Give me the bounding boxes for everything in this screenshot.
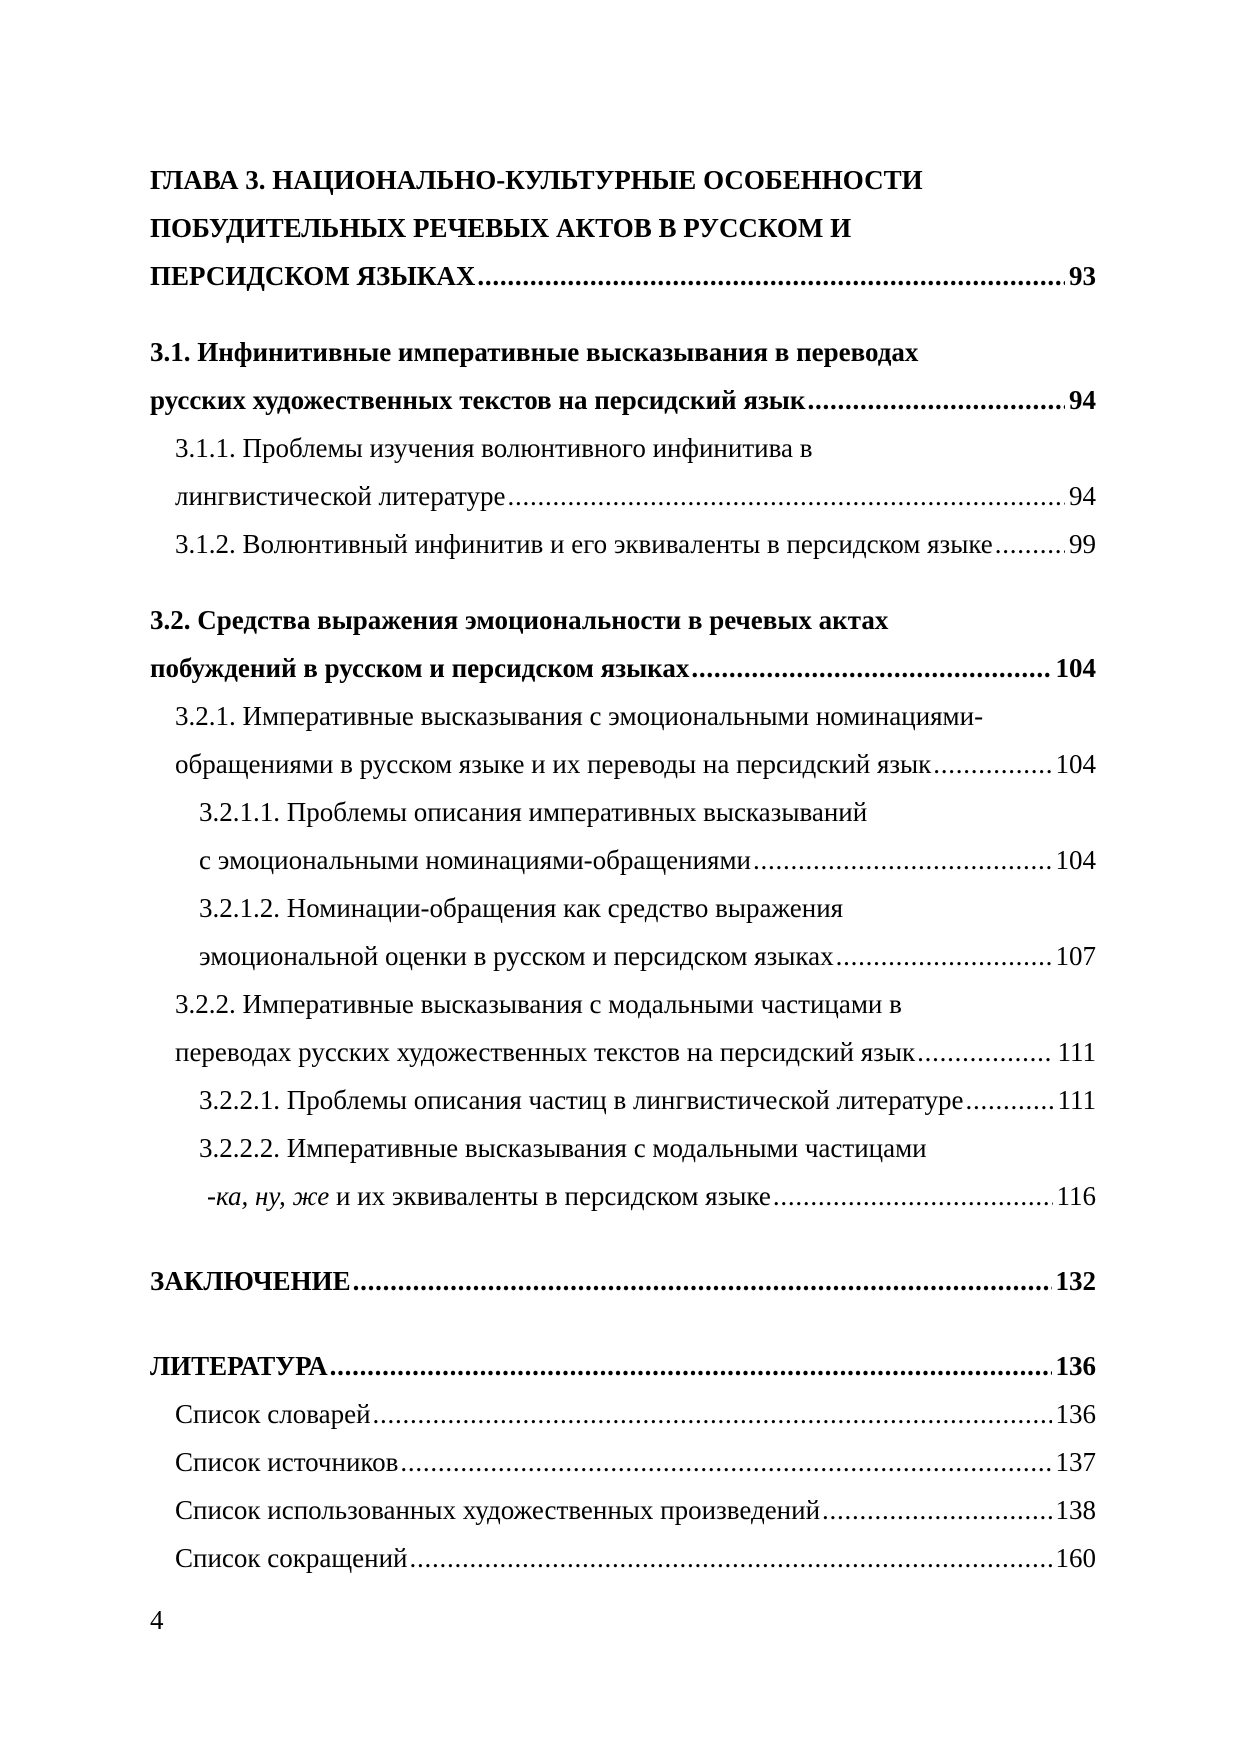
dot-leader [917, 1028, 1053, 1076]
toc-entry-3-2[interactable] [150, 596, 1096, 692]
toc-page-number: 137 [1055, 1447, 1096, 1477]
toc-entry-text: ЛИТЕРАТУРА [150, 1351, 328, 1381]
toc-page-number: 99 [1069, 529, 1096, 559]
toc-entry-3-1[interactable] [150, 328, 1096, 424]
toc-entry-chapter-3[interactable] [150, 156, 1096, 300]
toc-entry-fiction-works[interactable] [150, 1486, 1096, 1534]
toc-entry-3-2-1-2[interactable] [150, 884, 1096, 980]
dot-leader [400, 1438, 1051, 1486]
toc-entry-text: переводах русских художественных текстов на персидский язык [175, 1037, 916, 1067]
toc-entry-text-rest: и их эквиваленты в персидском языке [329, 1181, 771, 1211]
toc-page-number: 132 [1055, 1266, 1096, 1296]
toc-entry-sources[interactable] [150, 1438, 1096, 1486]
dot-leader [330, 1342, 1052, 1390]
toc-page-number: 111 [1057, 1085, 1096, 1115]
toc-entry-text: эмоциональной оценки в русском и персидском языках [199, 941, 834, 971]
toc-entry-literature[interactable] [150, 1342, 1096, 1390]
toc-entry-text: 3.2.1. Императивные высказывания с эмоциональными номинациями- [175, 701, 984, 731]
page-number: 4 [150, 1605, 164, 1635]
toc-page-number: 111 [1057, 1037, 1096, 1067]
toc-entry-text: 3.2.2. Императивные высказывания с модальными частицами в [175, 989, 902, 1019]
toc-entry-text: ЗАКЛЮЧЕНИЕ [150, 1266, 351, 1296]
toc-entry-text: 3.1.1. Проблемы изучения волюнтивного инфинитива в [175, 433, 813, 463]
toc-entry-text: 3.1.2. Волюнтивный инфинитив и его эквиваленты в персидском языке [175, 529, 993, 559]
dot-leader [353, 1257, 1052, 1305]
toc-entry-text: Список использованных художественных произведений [175, 1495, 821, 1525]
dot-leader [807, 376, 1065, 424]
toc-entry-text: побуждений в русском и персидском языках [150, 653, 690, 683]
toc-entry-text: лингвистической литературе [175, 481, 506, 511]
toc-entry-text: 3.1. Инфинитивные императивные высказывания в переводах [150, 337, 919, 367]
toc-entry-3-2-2-2[interactable] [150, 1124, 1096, 1220]
toc-entry-text: 3.2.2.2. Императивные высказывания с модальными частицами [199, 1133, 927, 1163]
dot-leader [691, 644, 1051, 692]
toc-entry-3-2-2-1[interactable] [150, 1076, 1096, 1124]
dot-leader [773, 1172, 1053, 1220]
dot-leader [822, 1486, 1051, 1534]
toc-entry-abbreviations[interactable] [150, 1534, 1096, 1582]
toc-page-number: 104 [1055, 653, 1096, 683]
toc-entry-text: ПОБУДИТЕЛЬНЫХ РЕЧЕВЫХ АКТОВ В РУССКОМ И [150, 213, 852, 243]
toc-page-number: 93 [1069, 261, 1096, 291]
toc-entry-text: 3.2.2.1. Проблемы описания частиц в лингвистической литературе [199, 1085, 964, 1115]
toc-entry-text: Список сокращений [175, 1543, 408, 1573]
toc-entry-3-2-1[interactable] [150, 692, 1096, 788]
dot-leader [965, 1076, 1053, 1124]
toc-entry-text: 3.2.1.2. Номинации-обращения как средство выражения [199, 893, 844, 923]
toc-entry-3-1-2[interactable] [150, 520, 1096, 568]
particles-italic: -ка, ну, же [207, 1181, 330, 1211]
dot-leader [753, 836, 1052, 884]
toc-entry-text: обращениями в русском языке и их переводы на персидский язык [175, 749, 932, 779]
toc-page-number: 104 [1055, 845, 1096, 875]
toc-entry-text: русских художественных текстов на персидский язык [150, 385, 806, 415]
dot-leader [933, 740, 1051, 788]
dot-leader [836, 932, 1052, 980]
dot-leader [995, 520, 1065, 568]
toc-page-number: 138 [1055, 1495, 1096, 1525]
toc-entry-text: ГЛАВА 3. НАЦИОНАЛЬНО-КУЛЬТУРНЫЕ ОСОБЕННОСТИ [150, 165, 923, 195]
toc-entry-3-1-1[interactable] [150, 424, 1096, 520]
toc-page-number: 104 [1055, 749, 1096, 779]
toc-entry-text: 3.2. Средства выражения эмоциональности в речевых актах [150, 605, 889, 635]
toc-entry-conclusion[interactable] [150, 1257, 1096, 1305]
toc-page-number: 160 [1055, 1543, 1096, 1573]
dot-leader [507, 472, 1065, 520]
toc-entry-text: 3.2.1.1. Проблемы описания императивных высказываний [199, 797, 868, 827]
toc-entry-text: Список источников [175, 1447, 399, 1477]
toc-page-number: 94 [1069, 385, 1096, 415]
toc-page-number: 94 [1069, 481, 1096, 511]
toc-entry-text [207, 1172, 771, 1220]
dot-leader [373, 1390, 1052, 1438]
toc-entry-text: Список словарей [175, 1399, 371, 1429]
table-of-contents [150, 156, 1096, 1582]
dot-leader [477, 252, 1065, 300]
toc-page-number: 107 [1055, 941, 1096, 971]
toc-entry-dictionaries[interactable] [150, 1390, 1096, 1438]
toc-entry-3-2-2[interactable] [150, 980, 1096, 1076]
toc-entry-text: с эмоциональными номинациями-обращениями [199, 845, 751, 875]
toc-page-number: 136 [1055, 1399, 1096, 1429]
toc-entry-3-2-1-1[interactable] [150, 788, 1096, 884]
toc-page-number: 136 [1055, 1351, 1096, 1381]
toc-page-number: 116 [1056, 1181, 1096, 1211]
toc-entry-text: ПЕРСИДСКОМ ЯЗЫКАХ [150, 261, 476, 291]
dot-leader [409, 1534, 1051, 1582]
